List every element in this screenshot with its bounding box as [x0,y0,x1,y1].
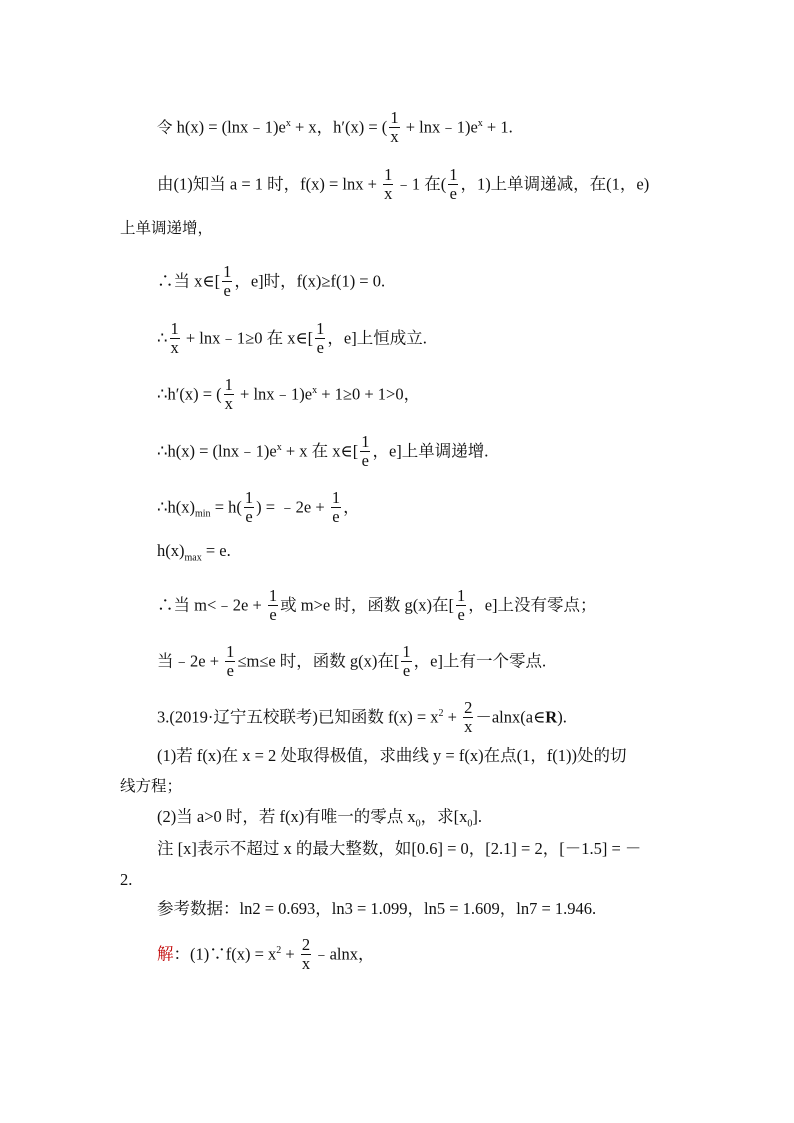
numerator: 1 [316,319,325,338]
real-numbers-symbol: R [545,707,558,727]
fraction [225,643,235,680]
fraction [301,936,311,973]
text: + x 在 x∈[ [281,441,359,461]
text: ∴当 x∈[ [157,271,221,291]
line-14 [120,776,182,796]
superscript: x [285,117,291,129]
text: －alnx(a∈ [475,707,546,727]
denominator: x [301,954,311,973]
line-10 [157,588,597,625]
text: ，e]上单调递增. [372,441,489,461]
denominator: x [390,127,399,146]
denominator: x [170,338,179,357]
denominator: e [269,605,277,624]
subscript: min [195,508,211,520]
text: ∴当 m<﹣2e + [157,595,266,615]
solution-label: 解 [157,944,174,964]
text: 2. [120,870,133,889]
numerator: 1 [223,262,232,281]
text: ). [557,707,567,727]
denominator: e [402,661,411,680]
text: + lnx﹣1)e [235,384,313,404]
fraction [244,489,254,526]
denominator: e [245,507,253,526]
text: 或 m>e 时，函数 g(x)在[ [280,595,454,615]
fraction [222,263,232,300]
text: + lnx﹣1≥0 在 x∈[ [181,328,314,348]
text: h(x) [157,541,185,560]
numerator: 1 [402,642,411,661]
fraction [456,587,466,624]
line-2 [157,167,649,204]
numerator: 1 [331,488,341,507]
text: = e. [201,541,231,560]
numerator: 1 [226,642,235,661]
superscript: 2 [276,944,282,956]
text: 注 [x]表示不超过 x 的最大整数，如[0.6] = 0，[2.1] = 2，[－1.5] = － [157,839,642,858]
fraction [268,587,278,624]
line-5 [157,321,427,358]
line-8 [157,490,360,527]
line-15 [157,807,482,830]
numerator: 1 [384,165,393,184]
fraction [315,320,325,357]
fraction [389,109,399,146]
line-13 [157,746,627,766]
denominator: e [226,661,234,680]
line-16 [157,839,641,859]
text: ﹣alnx， [313,944,375,964]
subscript: 0 [415,818,421,830]
solution-start [157,937,375,974]
text: 当﹣2e + [157,651,224,671]
text: ，求[x [420,807,468,826]
fraction [170,320,180,357]
denominator: e [361,451,369,470]
problem-3-statement [157,700,567,737]
text: ﹣1 在( [395,174,447,194]
text: + x，h′(x) = ( [290,117,388,137]
text: ，e]上有一个零点. [413,651,547,671]
text: h(x) = (lnx﹣1)e [172,117,286,137]
numerator: 1 [361,432,370,451]
text: ， [343,497,360,517]
line-6 [157,377,420,414]
numerator: 1 [268,586,278,605]
text: 令 [157,118,173,137]
text: 由(1)知当 a = 1 时，f(x) = lnx + [157,174,382,194]
text: + lnx﹣1)e [401,117,478,137]
text: ，1)上单调递减，在(1，e) [460,174,650,194]
numerator: 2 [464,698,473,717]
line-1 [157,110,513,147]
text: ∴h(x) [157,497,195,517]
superscript: x [477,117,483,129]
text: ∴h(x) = (lnx﹣1)e [157,441,277,461]
line-9 [157,541,231,564]
fraction [360,433,370,470]
text: ：(1)∵f(x) = x [173,944,277,964]
numerator: 1 [390,108,399,127]
line-4 [157,264,385,301]
fraction [224,376,234,413]
fraction [383,166,393,203]
text: + [281,944,299,964]
text: + 1. [482,117,513,137]
reference-data [157,899,596,919]
text: (1)若 f(x)在 x = 2 处取得极值，求曲线 y = f(x)在点(1，f(1))处的切 [157,746,627,765]
text: = h( [210,497,242,517]
text: ，e]上恒成立. [327,328,427,348]
text: 上单调递增， [120,219,214,237]
text: 3.(2019·辽宁五校联考)已知函数 f(x) = x [157,707,439,727]
superscript: 2 [438,707,444,719]
denominator: x [464,717,473,736]
text: 线方程； [120,777,183,795]
line-11 [157,644,546,681]
text: + 1≥0 + 1>0， [317,384,421,404]
numerator: 1 [244,488,254,507]
numerator: 1 [456,586,466,605]
line-17 [120,870,132,890]
fraction [463,699,473,736]
subscript: 0 [467,818,473,830]
subscript: max [184,552,202,564]
text: ，e]上没有零点； [468,595,597,615]
denominator: e [316,338,324,357]
text: ，e]时，f(x)≥f(1) = 0. [234,271,386,291]
fraction [448,166,458,203]
text: ]. [472,807,482,826]
text: 参考数据：ln2 = 0.693，ln3 = 1.099，ln5 = 1.609，ln7 = 1.946. [157,899,597,918]
text: ≤m≤e 时，函数 g(x)在[ [237,651,400,671]
denominator: e [449,184,457,203]
text: (2)当 a>0 时，若 f(x)有唯一的零点 x [157,807,416,826]
numerator: 2 [301,935,311,954]
denominator: e [223,281,231,300]
line-7 [157,434,488,471]
denominator: x [384,184,393,203]
denominator: e [457,605,465,624]
numerator: 1 [170,319,179,338]
text: ∴h′(x) = ( [157,384,222,404]
denominator: e [332,507,340,526]
numerator: 1 [224,375,233,394]
numerator: 1 [449,165,458,184]
fraction [331,489,341,526]
denominator: x [224,394,233,413]
line-3 [120,218,213,238]
text: + [443,707,462,727]
text: ) = ﹣2e + [256,497,329,517]
text: ∴ [157,328,168,348]
superscript: x [312,384,318,396]
superscript: x [276,441,282,453]
fraction [401,643,411,680]
